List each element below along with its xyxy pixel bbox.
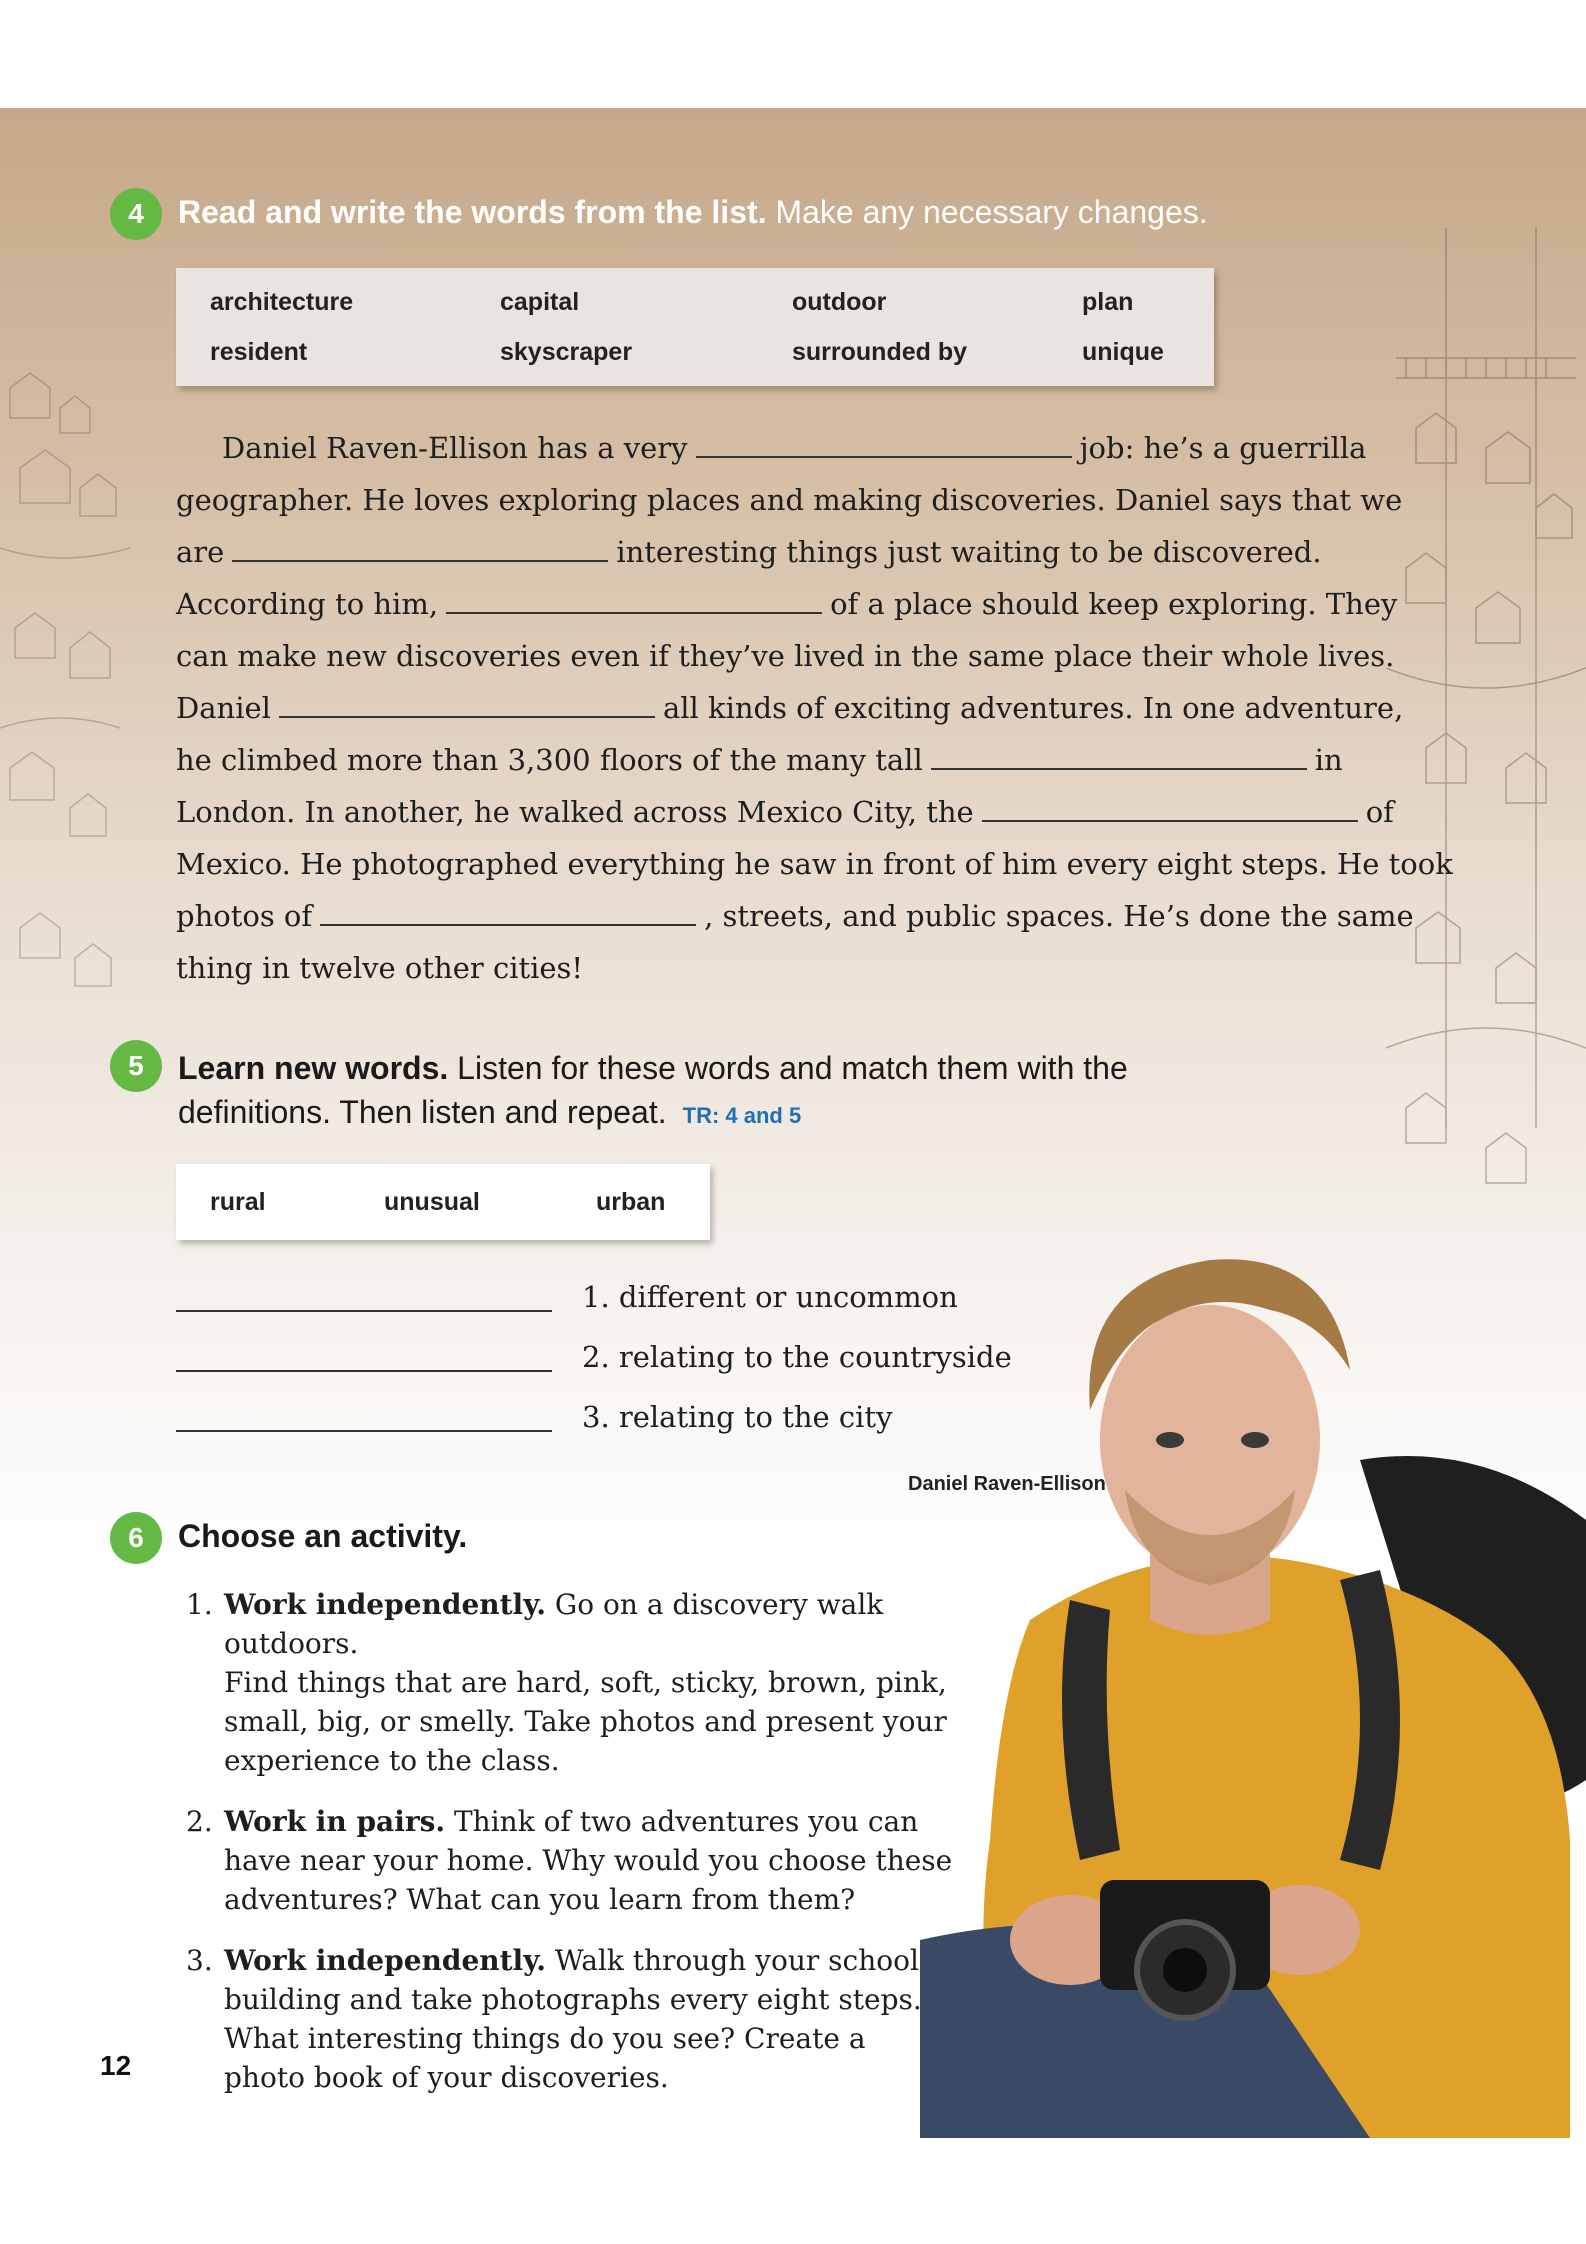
photo-caption: Daniel Raven-Ellison — [908, 1473, 1106, 1495]
word-item: rural — [210, 1188, 266, 1216]
answer-blank[interactable] — [446, 582, 822, 614]
activity-item — [176, 1585, 1006, 1780]
passage-text: thing in twelve other cities! — [176, 951, 584, 985]
passage-text: Daniel — [176, 691, 271, 725]
passage-text: geographer. He loves exploring places and making discoveries. Daniel says that we — [176, 483, 1403, 517]
passage-text: he climbed more than 3,300 floors of the many tall — [176, 743, 923, 777]
exercise-4-heading — [178, 194, 1208, 231]
activity-text: small, big, or smelly. Take photos and present your — [224, 1705, 947, 1738]
passage-text: interesting things just waiting to be discovered. — [616, 535, 1322, 569]
passage-text: in — [1314, 743, 1343, 777]
word-item: skyscraper — [500, 338, 633, 366]
passage-text: all kinds of exciting adventures. In one adventure, — [662, 691, 1404, 725]
answer-blank[interactable] — [176, 1430, 552, 1432]
answer-blank[interactable] — [176, 1370, 552, 1372]
activity-text: What interesting things do you see? Create a — [224, 2022, 866, 2055]
passage-text: Mexico. He photographed everything he saw in front of him every eight steps. He took — [176, 847, 1453, 881]
definition-text: 2. relating to the countryside — [582, 1340, 1012, 1374]
word-item: resident — [210, 338, 308, 366]
activity-label: Work in pairs. — [224, 1805, 446, 1838]
activity-item — [176, 1941, 1006, 2097]
answer-blank[interactable] — [982, 790, 1358, 822]
word-item: architecture — [210, 288, 354, 316]
activity-text: Think of two adventures you can — [445, 1805, 919, 1838]
exercise-6-heading: Choose an activity. — [178, 1518, 468, 1554]
passage-text: Daniel Raven-Ellison has a very — [222, 431, 688, 465]
passage-text: job: he’s a guerrilla — [1079, 431, 1367, 465]
activity-number: 1. — [186, 1588, 213, 1621]
audio-track-ref[interactable]: TR: 4 and 5 — [682, 1103, 802, 1128]
answer-blank[interactable] — [176, 1310, 552, 1312]
word-item: surrounded by — [792, 338, 968, 366]
exercise-5-heading-line2: definitions. Then listen and repeat. — [178, 1094, 667, 1130]
activity-item — [176, 1802, 1006, 1919]
answer-blank[interactable] — [232, 530, 608, 562]
word-list-box — [176, 268, 1214, 386]
exercise-4-heading-rest: Make any necessary changes. — [766, 194, 1208, 230]
activity-text: adventures? What can you learn from them? — [224, 1883, 856, 1916]
answer-blank[interactable] — [279, 686, 655, 718]
step-4-badge: 4 — [110, 188, 162, 240]
passage-text: London. In another, he walked across Mexico City, the — [176, 795, 974, 829]
exercise-4-heading-bold: Read and write the words from the list. — [178, 194, 767, 230]
definition-text: 1. different or uncommon — [582, 1280, 958, 1314]
page-number: 12 — [100, 2050, 132, 2081]
word-item: outdoor — [792, 288, 887, 316]
answer-blank[interactable] — [320, 894, 696, 926]
activity-text: building and take photographs every eight steps. — [224, 1983, 922, 2016]
passage-text: photos of — [176, 899, 313, 933]
exercise-5-heading-bold: Learn new words. — [178, 1050, 449, 1086]
word-item: plan — [1082, 288, 1134, 316]
step-5-badge: 5 — [110, 1040, 162, 1092]
passage-text: can make new discoveries even if they’ve lived in the same place their whole lives. — [176, 639, 1395, 673]
word-item: urban — [596, 1188, 666, 1216]
activity-label: Work independently. — [224, 1588, 546, 1621]
reading-passage — [176, 422, 1453, 994]
passage-text: , streets, and public spaces. He’s done the same — [704, 899, 1414, 933]
exercise-5-heading — [178, 1046, 1128, 1138]
answer-blank[interactable] — [696, 426, 1072, 458]
activity-label: Work independently. — [224, 1944, 546, 1977]
activity-text: experience to the class. — [224, 1744, 560, 1777]
answer-blank[interactable] — [931, 738, 1307, 770]
word-item: unusual — [384, 1188, 480, 1216]
passage-text: are — [176, 535, 225, 569]
word-item: unique — [1082, 338, 1164, 366]
passage-text: of — [1365, 795, 1394, 829]
activity-number: 3. — [186, 1944, 213, 1977]
activity-text: photo book of your discoveries. — [224, 2061, 669, 2094]
activity-list — [176, 1585, 1006, 2119]
passage-text: According to him, — [176, 587, 439, 621]
map-sketch-left — [0, 108, 140, 1508]
definition-text: 3. relating to the city — [582, 1400, 893, 1434]
activity-text: Find things that are hard, soft, sticky, brown, pink, — [224, 1666, 947, 1699]
new-words-box — [176, 1164, 710, 1240]
activity-text: Walk through your school — [546, 1944, 919, 1977]
step-6-badge: 6 — [110, 1512, 162, 1564]
activity-number: 2. — [186, 1805, 213, 1838]
exercise-5-heading-rest: Listen for these words and match them with the — [448, 1050, 1128, 1086]
daniel-raven-ellison-photo — [920, 1240, 1586, 2138]
passage-text: of a place should keep exploring. They — [830, 587, 1398, 621]
activity-text: Go on a discovery walk outdoors. — [224, 1588, 884, 1660]
activity-text: have near your home. Why would you choose these — [224, 1844, 953, 1877]
word-item: capital — [500, 288, 580, 316]
